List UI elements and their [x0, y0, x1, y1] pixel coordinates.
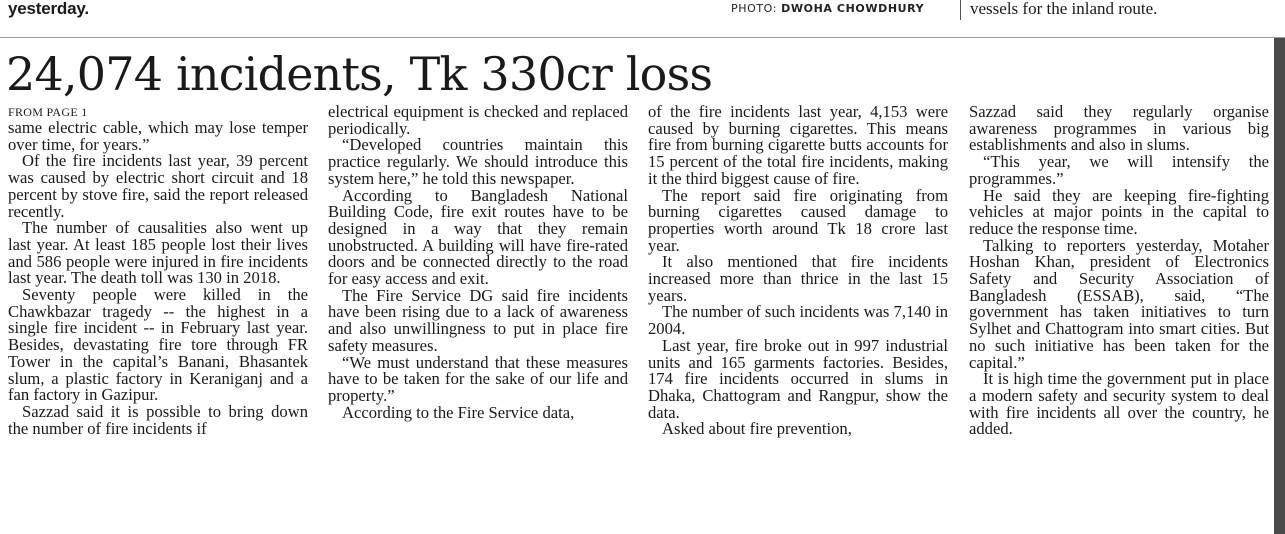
paragraph: “We must understand that these measures have to be taken for the sake of our life and property.” [328, 352, 628, 405]
paragraph: It is high time the government put in place a modern safety and security system to deal with fire incidents all over the country, he added. [969, 369, 1269, 439]
paragraph: same electric cable, which may lose temper over time, for years.” [8, 118, 308, 154]
headline: 24,074 incidents, Tk 330cr loss [6, 47, 713, 101]
paragraph: The number of such incidents was 7,140 in 2004. [648, 302, 948, 339]
paragraph: He said they are keeping fire-fighting vehicles at major points in the capital to reduce the response time. [969, 185, 1269, 238]
article-column-4 [969, 104, 1269, 534]
paragraph: Talking to reporters yesterday, Motaher Hoshan Khan, president of Electronics Safety and Security Association of Bangladesh (ESSAB), said, “The government has taken initiatives to turn Sylhet and Chattogram into smart cities. But no such initiative has been taken for the capital.” [969, 235, 1269, 372]
photo-credit-prefix: PHOTO: [731, 2, 778, 15]
paragraph: Last year, fire broke out in 997 industrial units and 165 garments factories. Besides, 174 fire incidents occurred in slums in Dhaka, Chattogram and Rangpur, show the data. [648, 335, 948, 422]
adjacent-story-fragment: vessels for the inland route. [970, 0, 1158, 18]
paragraph: Asked about fire prevention, [662, 419, 852, 439]
top-strip [0, 0, 1285, 26]
paragraph: “This year, we will intensify the programmes.” [969, 152, 1269, 188]
paragraph: The Fire Service DG said fire incidents have been rising due to a lack of awareness and also unwillingness to put in place fire safety measures. [328, 285, 628, 355]
paragraph: According to Bangladesh National Building Code, fire exit routes have to be designed in a way that they remain unobstructed. A building will have fire-rated doors and be connected directly to the road for easy access and exit. [328, 185, 628, 289]
paragraph: electrical equipment is checked and replaced periodically. [328, 104, 628, 138]
paragraph: According to the Fire Service data, [342, 402, 575, 422]
article-column-2 [328, 104, 628, 534]
paragraph: It also mentioned that fire incidents increased more than thrice in the last 15 years. [648, 252, 948, 305]
scan-edge [1274, 38, 1285, 534]
paragraph: The number of causalities also went up last year. At least 185 people lost their lives and 586 people were injured in fire incidents last year. The death toll was 130 in 2018. [8, 218, 308, 288]
paragraph: Sazzad said they regularly organise awareness programmes in various big establishments and also in slums. [969, 104, 1269, 155]
previous-story-fragment: yesterday. [8, 0, 89, 18]
column-rule [960, 0, 961, 20]
article-column-1 [8, 104, 308, 534]
photo-credit-name: DWOHA CHOWDHURY [781, 2, 925, 15]
jump-label: FROM PAGE 1 [8, 105, 88, 119]
paragraph: Seventy people were killed in the Chawkbazar tragedy -- the highest in a single fire incident -- in February last year. Besides, devastating fire tore through FR Tower in the capital’s Banani, Bhasantek slum, a plastic factory in Keraniganj and a fan factory in Gazipur. [8, 285, 308, 405]
paragraph: Of the fire incidents last year, 39 percent was caused by electric short circuit and 18 percent by stove fire, said the report released recently. [8, 151, 308, 221]
section-divider [0, 37, 1285, 38]
paragraph: Sazzad said it is possible to bring down the number of fire incidents if [8, 401, 308, 438]
article-column-3 [648, 104, 948, 534]
photo-credit [731, 2, 924, 15]
paragraph: The report said fire originating from burning cigarettes caused damage to properties worth around Tk 18 crore last year. [648, 185, 948, 255]
paragraph: “Developed countries maintain this practice regularly. We should introduce this system here,” he told this newspaper. [328, 135, 628, 188]
paragraph: of the fire incidents last year, 4,153 were caused by burning cigarettes. This means fire from burning cigarette butts accounts for 15 percent of the total fire incidents, making it the third biggest cause of fire. [648, 104, 948, 188]
